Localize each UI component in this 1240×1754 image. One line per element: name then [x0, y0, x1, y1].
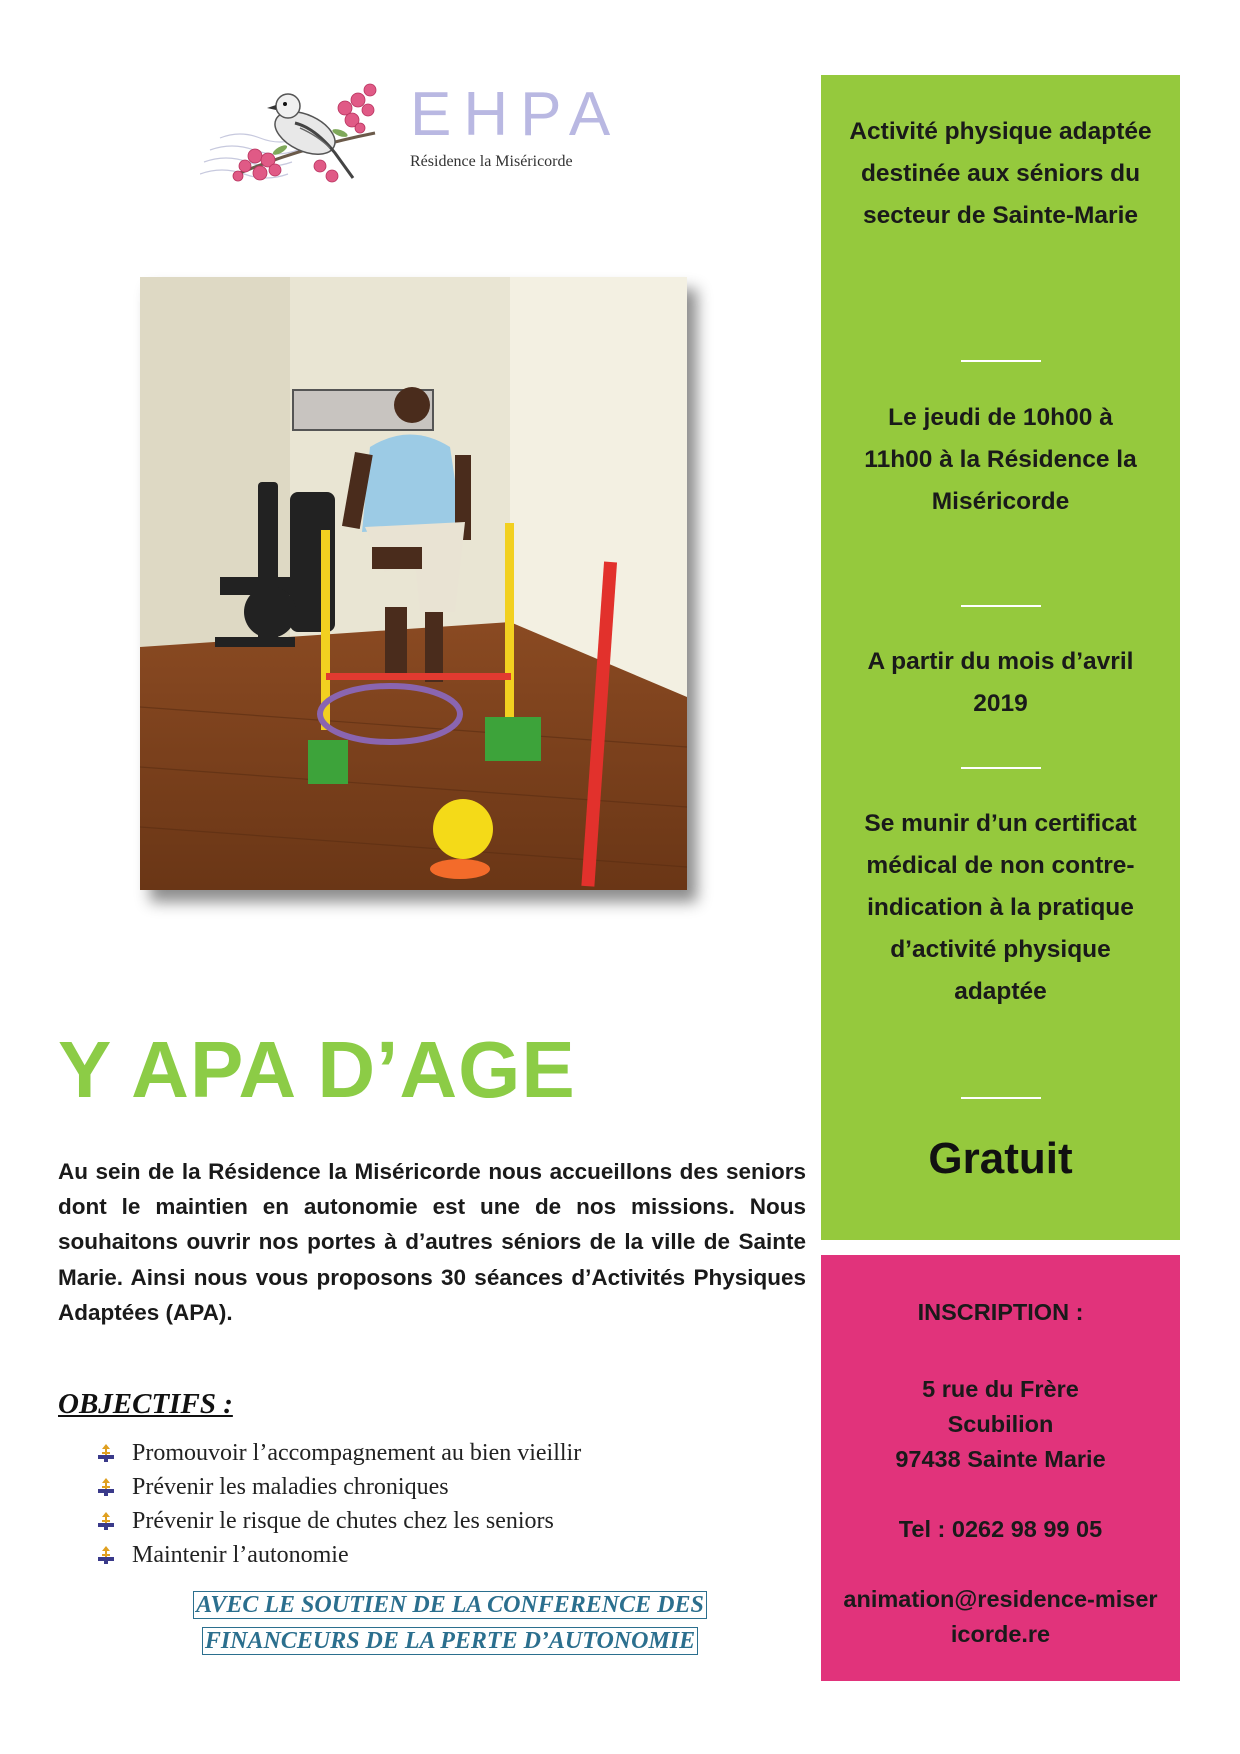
objective-text: Promouvoir l’accompagnement au bien vieillir: [132, 1439, 582, 1466]
exercise-room-photo-icon: [140, 277, 687, 890]
address-line-2: 97438 Sainte Marie: [895, 1446, 1106, 1472]
panel-audience-text: Activité physique adaptée destinée aux séniors du secteur de Sainte-Marie: [849, 118, 1152, 229]
logo-subtitle: Résidence la Miséricorde: [410, 153, 573, 170]
divider: [961, 360, 1041, 362]
bird-flower-logo-icon: [200, 78, 400, 196]
registration-panel: [821, 1255, 1180, 1681]
objective-text: Prévenir le risque de chutes chez les seniors: [132, 1507, 554, 1534]
support-notice: [156, 1587, 744, 1659]
address-line-1: 5 rue du Frère Scubilion: [922, 1376, 1079, 1437]
objectives-list: [96, 1436, 581, 1572]
support-line-1: AVEC LE SOUTIEN DE LA CONFERENCE DES: [193, 1591, 707, 1619]
panel-certificate-text: Se munir d’un certificat médical de non contre-indication à la pratique d’activité physique adaptée: [864, 810, 1137, 1005]
logo-wordmark: EHPA: [410, 80, 623, 149]
arrow-cross-bullet-icon: [96, 1477, 116, 1497]
objective-text: Maintenir l’autonomie: [132, 1541, 349, 1568]
page-title: Y APA D’AGE: [58, 1025, 576, 1114]
arrow-cross-bullet-icon: [96, 1511, 116, 1531]
price-label: Gratuit: [928, 1134, 1073, 1183]
list-item: [96, 1470, 581, 1504]
phone-number: Tel : 0262 98 99 05: [898, 1516, 1103, 1542]
panel-start-date-text: A partir du mois d’avril 2019: [867, 648, 1134, 717]
objectives-heading: OBJECTIFS :: [58, 1388, 233, 1420]
registration-heading: INSCRIPTION :: [917, 1299, 1084, 1325]
activity-photo: [140, 277, 687, 890]
panel-schedule-text: Le jeudi de 10h00 à 11h00 à la Résidence la Miséricorde: [864, 404, 1137, 515]
info-panel: [821, 75, 1180, 1240]
divider: [961, 1097, 1041, 1099]
ehpa-logo: [200, 78, 640, 196]
objective-text: Prévenir les maladies chroniques: [132, 1473, 449, 1500]
arrow-cross-bullet-icon: [96, 1443, 116, 1463]
intro-paragraph: Au sein de la Résidence la Miséricorde nous accueillons des seniors dont le maintien en autonomie est une de nos missions. Nous souhaitons ouvrir nos portes à d’autres séniors de la ville de Sainte Marie. Ainsi nous vous proposons 30 séances d’Activités Physiques Adaptées (APA).: [58, 1159, 806, 1325]
support-line-2: FINANCEURS DE LA PERTE D’AUTONOMIE: [202, 1627, 698, 1655]
list-item: [96, 1504, 581, 1538]
arrow-cross-bullet-icon: [96, 1545, 116, 1565]
email-address: animation@residence-misericorde.re: [843, 1586, 1158, 1647]
divider: [961, 605, 1041, 607]
list-item: [96, 1436, 581, 1470]
divider: [961, 767, 1041, 769]
list-item: [96, 1538, 581, 1572]
